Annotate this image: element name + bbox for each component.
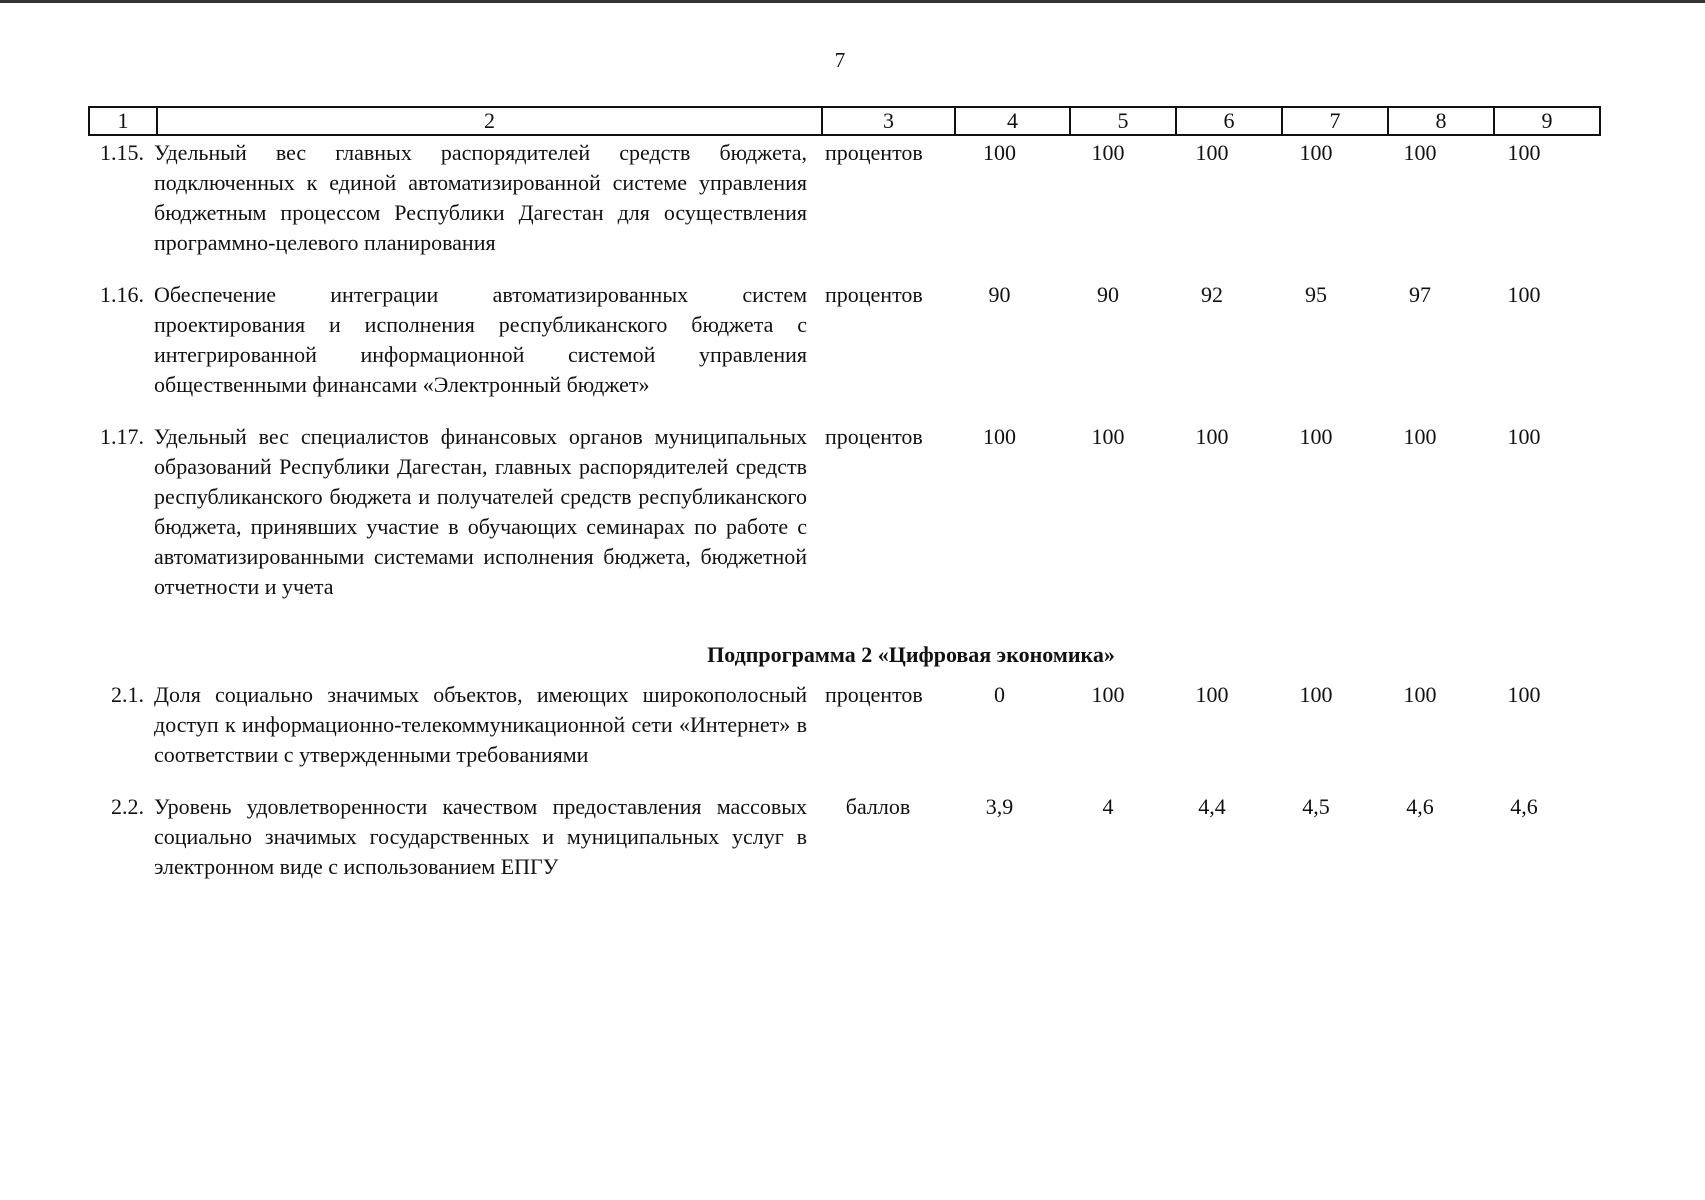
row-description: Удельный вес специалистов финансовых органов муниципальных образований Республики Дагестан, главных распорядителей средств республиканского бюджета и получателей средств республиканского бюджета, принявших участие в обучающих семинарах по работе с автоматизированными системами исполнения бюджета, бюджетной отчетности и учета: [154, 424, 807, 599]
row-value: 100: [1507, 140, 1541, 165]
column-header-row: [89, 107, 1600, 135]
row-value: 100: [1507, 282, 1541, 307]
row-description: Доля социально значимых объектов, имеющих широкополосный доступ к информационно-телекоммуникационной сети «Интернет» в соответствии с утвержденными требованиями: [154, 682, 807, 767]
row-number: 2.1.: [111, 682, 144, 707]
column-header: 1: [89, 107, 157, 135]
row-value: 100: [1403, 140, 1437, 165]
row-value: 4,6: [1406, 794, 1434, 819]
row-value: 4: [1102, 794, 1114, 819]
table-row: [88, 422, 1594, 602]
column-header: 6: [1176, 107, 1282, 135]
row-number: 1.17.: [100, 424, 144, 449]
row-value: 0: [994, 682, 1005, 707]
row-value: 100: [1507, 682, 1541, 707]
row-number: 1.15.: [100, 140, 144, 165]
column-header: 8: [1388, 107, 1494, 135]
table-row: [88, 138, 1594, 258]
row-number: 1.16.: [100, 282, 144, 307]
table-row: [88, 680, 1594, 770]
row-value: 4,6: [1510, 794, 1538, 819]
column-header: 2: [157, 107, 822, 135]
row-value: 100: [1195, 140, 1229, 165]
table-row: [88, 792, 1594, 882]
row-value: 100: [1403, 424, 1437, 449]
column-header: 3: [822, 107, 955, 135]
row-value: 97: [1409, 282, 1431, 307]
row-unit: процентов: [825, 140, 923, 165]
row-value: 90: [1097, 282, 1119, 307]
row-value: 100: [1299, 682, 1333, 707]
row-value: 100: [1091, 140, 1125, 165]
row-value: 90: [988, 282, 1011, 307]
column-header: 9: [1494, 107, 1600, 135]
row-unit: процентов: [825, 682, 923, 707]
row-description: Уровень удовлетворенности качеством предоставления массовых социально значимых государственных и муниципальных услуг в электронном виде с использованием ЕПГУ: [154, 794, 807, 879]
page-top-edge: [0, 0, 1705, 3]
row-value: 100: [1403, 682, 1437, 707]
row-value: 4,4: [1198, 794, 1226, 819]
row-value: 3,9: [985, 794, 1014, 819]
row-value: 95: [1305, 282, 1327, 307]
column-header: 5: [1070, 107, 1176, 135]
table-row: [88, 280, 1594, 400]
row-value: 100: [983, 140, 1016, 165]
row-value: 4,5: [1302, 794, 1330, 819]
row-value: 100: [1299, 424, 1333, 449]
column-header: 7: [1282, 107, 1388, 135]
row-value: 100: [1299, 140, 1333, 165]
row-value: 100: [1091, 682, 1125, 707]
row-value: 100: [1195, 682, 1229, 707]
row-value: 100: [1507, 424, 1541, 449]
row-value: 92: [1201, 282, 1223, 307]
row-unit: процентов: [825, 282, 923, 307]
row-description: Удельный вес главных распорядителей средств бюджета, подключенных к единой автоматизированной системе управления бюджетным процессом Республики Дагестан для осуществления программно-целевого планирования: [154, 140, 807, 255]
row-number: 2.2.: [111, 794, 144, 819]
row-value: 100: [983, 424, 1016, 449]
column-header: 4: [955, 107, 1070, 135]
row-value: 100: [1091, 424, 1125, 449]
row-unit: процентов: [825, 424, 923, 449]
page-number: 7: [834, 48, 846, 72]
row-value: 100: [1195, 424, 1229, 449]
indicator-rows: [88, 138, 1594, 882]
subprogram-title: Подпрограмма 2 «Цифровая экономика»: [707, 642, 1115, 667]
row-unit: баллов: [845, 794, 911, 819]
row-description: Обеспечение интеграции автоматизированных систем проектирования и исполнения республиканского бюджета с интегрированной информационной системой управления общественными финансами «Электронный бюджет»: [154, 282, 807, 397]
column-header-table: [88, 106, 1601, 136]
